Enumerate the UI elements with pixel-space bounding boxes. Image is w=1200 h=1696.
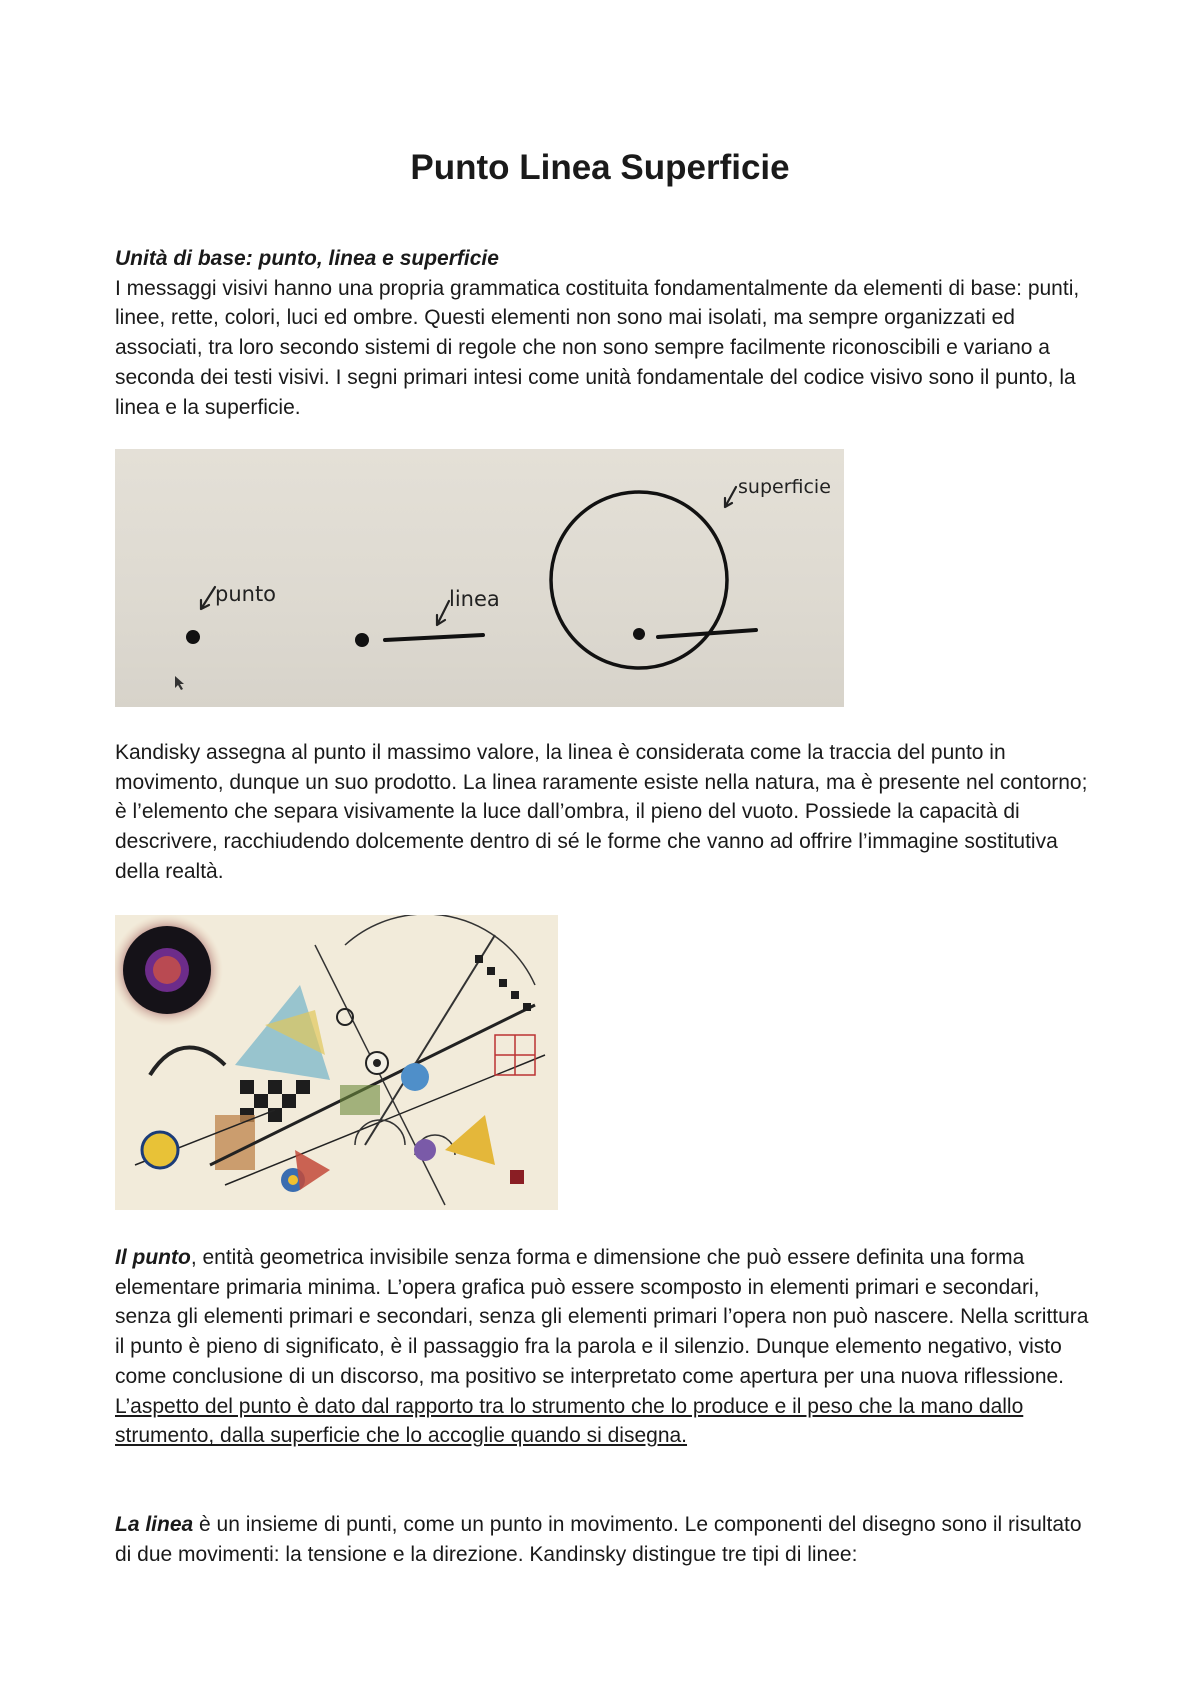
section-paragraph: I messaggi visivi hanno una propria grammatica costituita fondamentalmente da elementi di base: punti, linee, rette, colori, luci ed ombre. Questi elementi non sono mai isolati, ma sempre organizzati ed associati, tra loro secondo sistemi di regole che non sono sempre facilmente riconoscibili e variano a seconda dei testi visivi. I segni primari intesi come unità fondamentale del codice visivo sono il punto, la linea e la superficie.: [115, 276, 1080, 419]
linea-dot: [355, 633, 369, 647]
cursor-icon: [175, 676, 184, 690]
punto-dot: [186, 630, 200, 644]
superficie-circle: [551, 492, 727, 668]
section-unita-di-base: [115, 244, 1095, 422]
punto-underlined-note: L’aspetto del punto è dato dal rapporto tra lo strumento che lo produce e il peso che la mano dallo strumento, dalla superficie che lo accoglie quando si disegna.: [115, 1394, 1024, 1448]
punto-text: , entità geometrica invisibile senza forma e dimensione che può essere definita una forma elementare primaria minima. L’opera grafica può essere scomposto in elementi primari e secondari, senza gli elementi primari e secondari, senza gli elementi primari l’opera non può nascere. Nella scrittura il punto è pieno di significato, è il passaggio fra la parola e il silenzio. Dunque elemento negativo, visto come conclusione di un discorso, ma positivo se interpretato come apertura per una nuova riflessione.: [115, 1246, 1089, 1388]
punto-linea-superficie-sketch: [115, 449, 844, 707]
paragraph-kandinsky: Kandisky assegna al punto il massimo valore, la linea è considerata come la traccia del punto in movimento, dunque un suo prodotto. La linea raramente esiste nella natura, ma è presente nel contorno; è l’elemento che separa visivamente la luce dall’ombra, il pieno del vuoto. Possiede la capacità di descrivere, racchiudendo dolcemente dentro di sé le forme che vanno ad offrire l’immagine sostitutiva della realtà.: [115, 741, 1088, 883]
superficie-arrow: [725, 487, 736, 507]
linea-line: [385, 635, 483, 640]
punto-arrow: [201, 587, 215, 609]
linea-text: è un insieme di punti, come un punto in movimento. Le componenti del disegno sono il risultato di due movimenti: la tensione e la direzione. Kandinsky distingue tre tipi di linee:: [115, 1513, 1082, 1566]
linea-label: linea: [449, 587, 500, 611]
punto-term: Il punto: [115, 1246, 191, 1269]
section-la-linea: [115, 1510, 1095, 1569]
superficie-dot: [633, 628, 645, 640]
section-heading: Unità di base: punto, linea e superficie: [115, 247, 499, 270]
linea-arrow: [437, 601, 449, 625]
linea-term: La linea: [115, 1513, 194, 1536]
page-title: Punto Linea Superficie: [410, 148, 790, 187]
superficie-label: superficie: [738, 476, 831, 498]
kandinsky-painting: [115, 915, 558, 1210]
punto-label: punto: [215, 582, 277, 606]
section-il-punto: [115, 1243, 1095, 1451]
punto-paragraph: [115, 1243, 1095, 1392]
